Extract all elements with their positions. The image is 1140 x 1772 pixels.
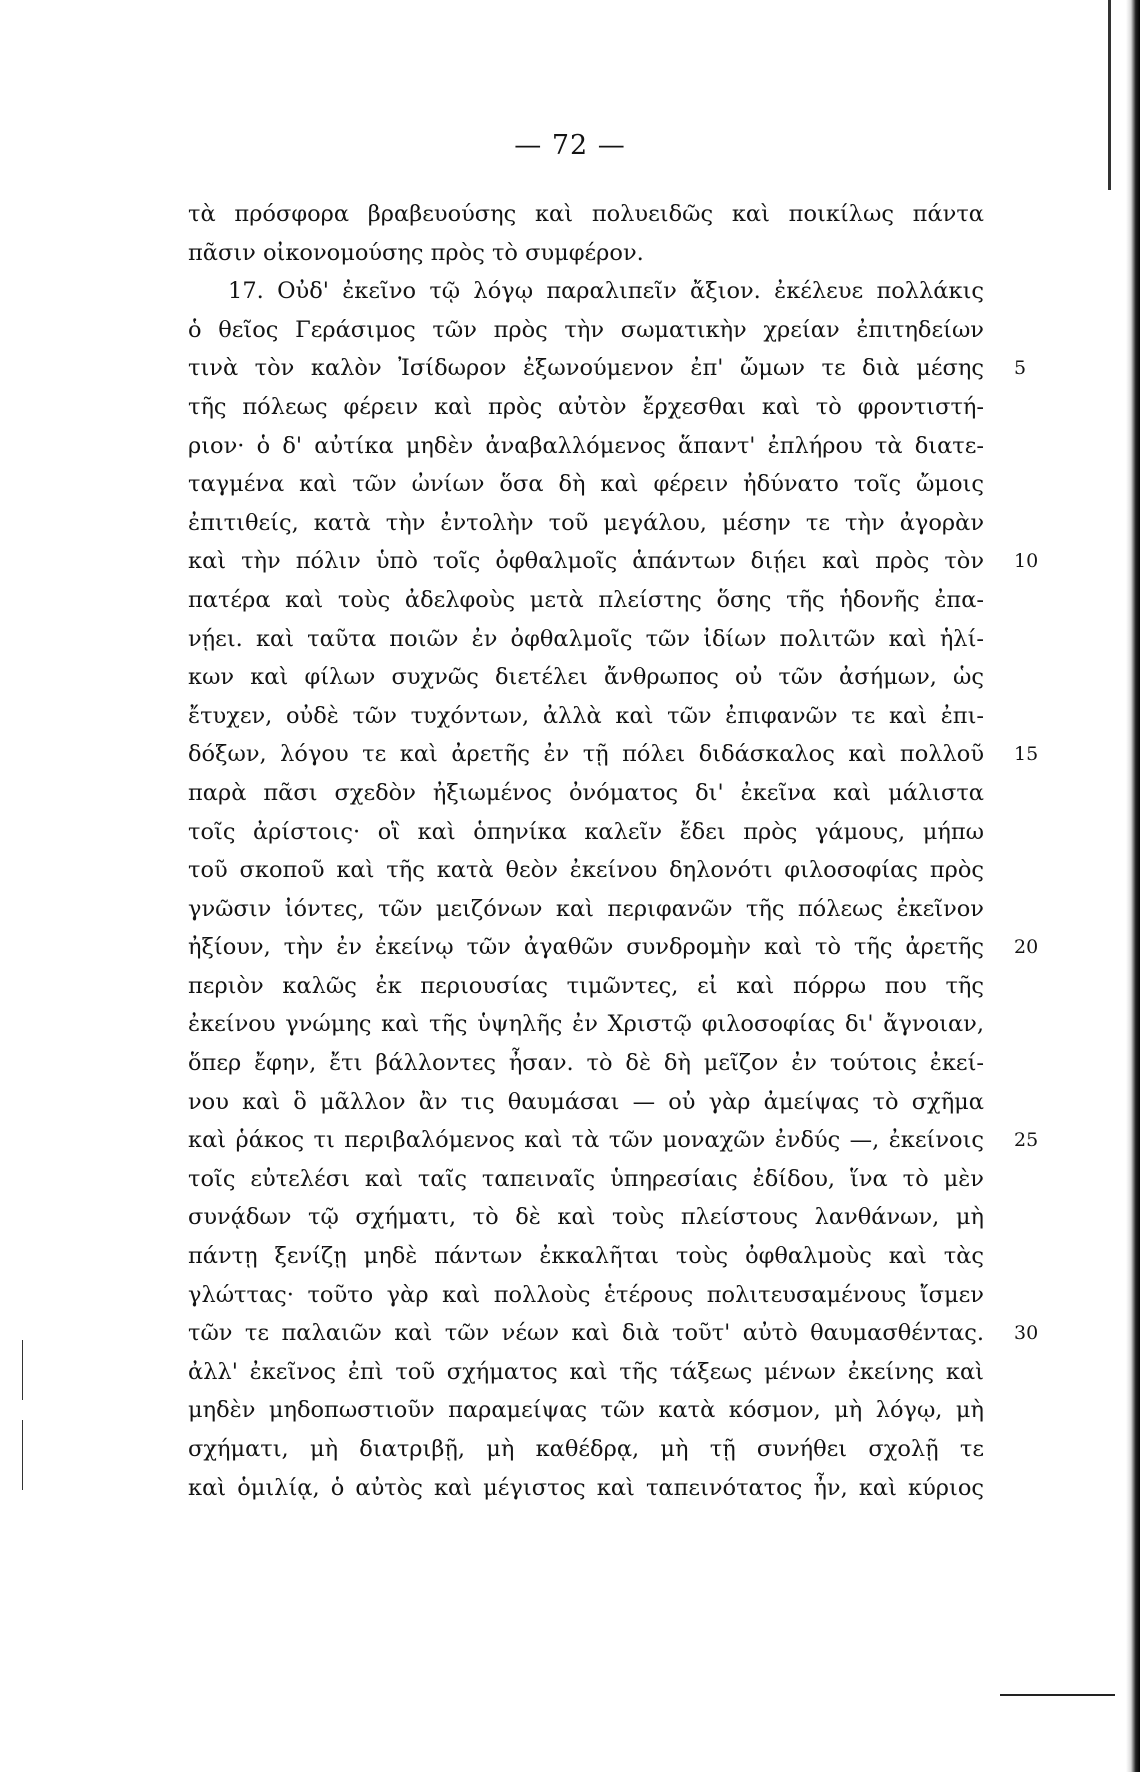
line-number: 5 — [1014, 357, 1027, 380]
text-line: ταγμένα καὶ τῶν ὠνίων ὅσα δὴ καὶ φέρειν ἠδύνατο τοῖς ὤμοις — [188, 471, 984, 498]
text-line: ἔτυχεν, οὐδὲ τῶν τυχόντων, ἀλλὰ καὶ τῶν ἐπιφανῶν τε καὶ ἐπι- — [188, 702, 984, 729]
binding-rule — [1108, 0, 1111, 190]
text-line: πᾶσιν οἰκονομούσης πρὸς τὸ συμφέρον. — [188, 239, 644, 266]
text-line: καὶ ὁμιλίᾳ, ὁ αὐτὸς καὶ μέγιστος καὶ ταπεινότατος ἦν, καὶ κύριος — [188, 1474, 984, 1501]
body-text — [188, 195, 984, 1507]
text-line: τὰ πρόσφορα βραβευούσης καὶ πολυειδῶς καὶ ποικίλως πάντα — [188, 201, 984, 227]
text-line: καὶ ῥάκος τι περιβαλόμενος καὶ τὰ τῶν μοναχῶν ἐνδύς —, ἐκείνοις — [188, 1127, 984, 1154]
text-line: κων καὶ φίλων συχνῶς διετέλει ἄνθρωπος οὐ τῶν ἀσήμων, ὡς — [188, 664, 984, 691]
text-line: τοῦ σκοποῦ καὶ τῆς κατὰ θεὸν ἐκείνου δηλονότι φιλοσοφίας πρὸς — [188, 857, 984, 884]
text-line: συνᾴδων τῷ σχήματι, τὸ δὲ καὶ τοὺς πλείστους λανθάνων, μὴ — [188, 1204, 984, 1231]
text-line: ριον· ὁ δ' αὐτίκα μηδὲν ἀναβαλλόμενος ἅπαντ' ἐπλήρου τὰ διατε- — [188, 432, 984, 459]
text-line: σχήματι, μὴ διατριβῇ, μὴ καθέδρᾳ, μὴ τῇ συνήθει σχολῇ τε — [188, 1436, 984, 1462]
line-number: 25 — [1014, 1129, 1039, 1152]
text-line: καὶ τὴν πόλιν ὑπὸ τοῖς ὀφθαλμοῖς ἁπάντων διῄει καὶ πρὸς τὸν — [188, 548, 984, 575]
text-line: παρὰ πᾶσι σχεδὸν ἠξιωμένος ὀνόματος δι' ἐκεῖνα καὶ μάλιστα — [188, 779, 984, 806]
line-number: 30 — [1014, 1322, 1039, 1345]
text-line: ὅπερ ἔφην, ἔτι βάλλοντες ἦσαν. τὸ δὲ δὴ μεῖζον ἐν τούτοις ἐκεί- — [188, 1050, 984, 1077]
line-number: 20 — [1014, 936, 1039, 959]
text-line: τινὰ τὸν καλὸν Ἰσίδωρον ἐξωνούμενον ἐπ' ὤμων τε διὰ μέσης — [188, 355, 984, 382]
text-line: γνῶσιν ἰόντες, τῶν μειζόνων καὶ περιφανῶν τῆς πόλεως ἐκεῖνον — [188, 895, 984, 922]
text-line: περιὸν καλῶς ἐκ περιουσίας τιμῶντες, εἰ καὶ πόρρω που τῆς — [188, 972, 984, 999]
text-line: ἀλλ' ἐκεῖνος ἐπὶ τοῦ σχήματος καὶ τῆς τάξεως μένων ἐκείνης καὶ — [188, 1358, 984, 1385]
text-line: ἐπιτιθείς, κατὰ τὴν ἐντολὴν τοῦ μεγάλου, μέσην τε τὴν ἀγορὰν — [188, 509, 984, 536]
margin-mark — [22, 1340, 23, 1400]
text-line: ὁ θεῖος Γεράσιμος τῶν πρὸς τὴν σωματικὴν χρείαν ἐπιτηδείων — [188, 316, 984, 343]
text-line: τῶν τε παλαιῶν καὶ τῶν νέων καὶ διὰ τοῦτ' αὐτὸ θαυμασθέντας. — [188, 1320, 984, 1347]
text-line: δόξων, λόγου τε καὶ ἀρετῆς ἐν τῇ πόλει διδάσκαλος καὶ πολλοῦ — [188, 741, 984, 768]
page-edge-shadow — [1126, 0, 1140, 1772]
text-line: μηδὲν μηδοπωστιοῦν παραμείψας τῶν κατὰ κόσμον, μὴ λόγῳ, μὴ — [188, 1397, 984, 1424]
line-number: 10 — [1014, 550, 1039, 573]
corner-rule — [1000, 1694, 1115, 1696]
text-line: νου καὶ ὃ μᾶλλον ἂν τις θαυμάσαι — οὐ γὰρ ἀμείψας τὸ σχῆμα — [188, 1088, 984, 1115]
text-line: πατέρα καὶ τοὺς ἀδελφοὺς μετὰ πλείστης ὅσης τῆς ἡδονῆς ἐπα- — [188, 586, 984, 613]
text-line: ἐκείνου γνώμης καὶ τῆς ὑψηλῆς ἐν Χριστῷ φιλοσοφίας δι' ἄγνοιαν, — [188, 1011, 984, 1038]
page-number: — 72 — — [514, 130, 626, 161]
text-line: νῄει. καὶ ταῦτα ποιῶν ἐν ὀφθαλμοῖς τῶν ἰδίων πολιτῶν καὶ ἡλί- — [188, 625, 984, 652]
text-line: γλώττας· τοῦτο γὰρ καὶ πολλοὺς ἑτέρους πολιτευσαμένους ἴσμεν — [188, 1281, 984, 1308]
margin-mark — [22, 1420, 23, 1490]
line-number: 15 — [1014, 743, 1039, 766]
text-line: ἠξίουν, τὴν ἐν ἐκείνῳ τῶν ἀγαθῶν συνδρομὴν καὶ τὸ τῆς ἀρετῆς — [188, 934, 984, 961]
text-line: τῆς πόλεως φέρειν καὶ πρὸς αὐτὸν ἔρχεσθαι καὶ τὸ φροντιστή- — [188, 393, 984, 420]
text-line: 17. Οὐδ' ἐκεῖνο τῷ λόγῳ παραλιπεῖν ἄξιον. ἐκέλευε πολλάκις — [228, 278, 984, 305]
text-line: τοῖς ἀρίστοις· οἳ καὶ ὁπηνίκα καλεῖν ἔδει πρὸς γάμους, μήπω — [188, 818, 984, 845]
text-line: πάντῃ ξενίζῃ μηδὲ πάντων ἐκκαλῆται τοὺς ὀφθαλμοὺς καὶ τὰς — [188, 1243, 984, 1270]
text-line: τοῖς εὐτελέσι καὶ ταῖς ταπειναῖς ὑπηρεσίαις ἐδίδου, ἵνα τὸ μὲν — [188, 1165, 984, 1192]
